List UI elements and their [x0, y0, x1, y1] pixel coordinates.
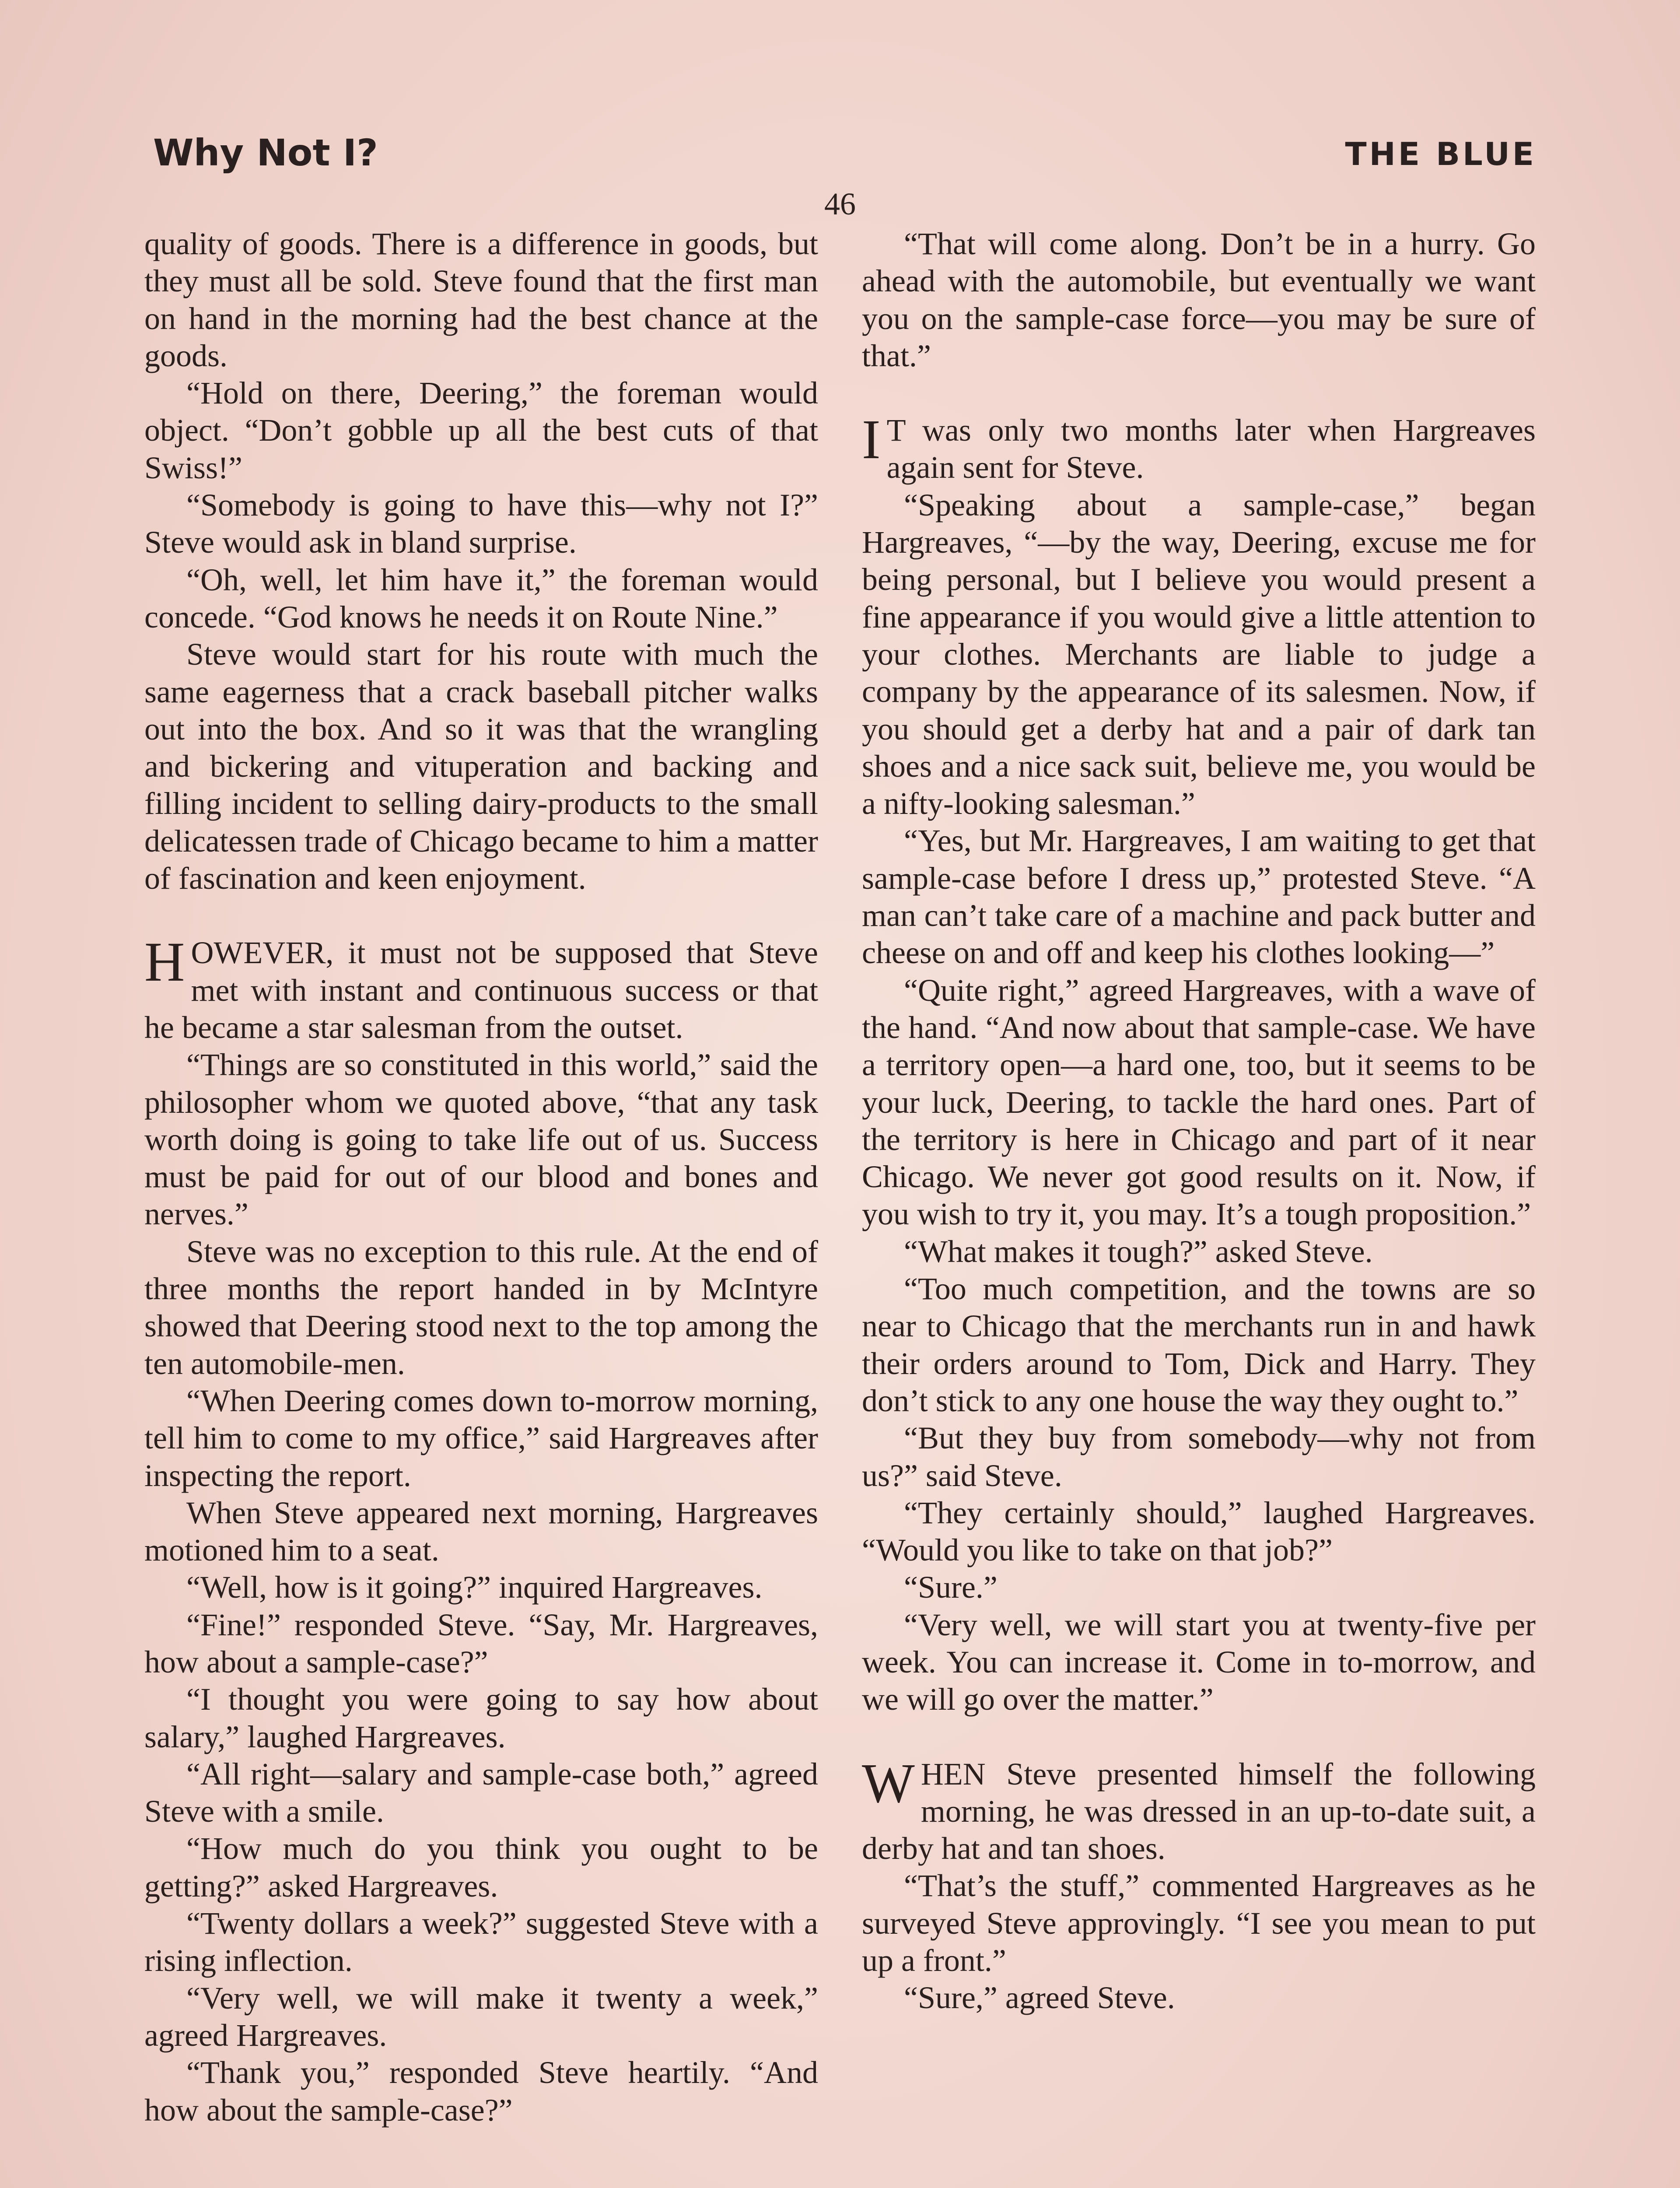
- paragraph: “When Deering comes down to-morrow morning, tell him to come to my office,” said Hargreaves after inspecting the report.: [144, 1383, 818, 1493]
- drop-cap: H: [144, 931, 185, 993]
- paragraph: “Very well, we will start you at twenty-five per week. You can increase it. Come in to-morrow, and we will go over the matter.”: [862, 1607, 1536, 1717]
- paragraph: When Steve appeared next morning, Hargreaves motioned him to a seat.: [144, 1495, 818, 1568]
- paragraph: “Too much competition, and the towns are so near to Chicago that the merchants run in and hawk their orders around to Tom, Dick and Harry. They don’t stick to any one house the way they ought to.”: [862, 1271, 1536, 1418]
- paragraph: “What makes it tough?” asked Steve.: [904, 1234, 1373, 1269]
- paragraph: Steve was no exception to this rule. At the end of three months the report handed in by McIntyre showed that Deering stood next to the top among the ten automobile-men.: [144, 1234, 818, 1381]
- story-title: Why Not I?: [153, 131, 378, 174]
- paragraph: “Things are so constituted in this world,” said the philosopher whom we quoted above, “that any task worth doing is going to take life out of us. Success must be paid for out of our blood and bones and nerves.”: [144, 1047, 818, 1232]
- paragraph: “They certainly should,” laughed Hargreaves. “Would you like to take on that job?”: [862, 1495, 1536, 1568]
- paragraph: “Sure.”: [904, 1570, 998, 1605]
- drop-cap: I: [862, 408, 881, 471]
- section-text: HEN Steve presented himself the following morning, he was dressed in an up-to-date suit, a derby hat and tan shoes.: [862, 1756, 1536, 1866]
- paragraph: “Well, how is it going?” inquired Hargreaves.: [186, 1570, 763, 1605]
- paragraph: “That’s the stuff,” commented Hargreaves as he surveyed Steve approvingly. “I see you mean to put up a front.”: [862, 1868, 1536, 1978]
- section-text: T was only two months later when Hargreaves again sent for Steve.: [886, 413, 1536, 485]
- right-column: [862, 225, 1536, 2017]
- running-header: [153, 131, 1536, 188]
- section-paragraph: [862, 408, 1536, 487]
- paragraph: “How much do you think you ought to be getting?” asked Hargreaves.: [144, 1831, 818, 1904]
- page-number: 46: [824, 186, 856, 221]
- paragraph: “Twenty dollars a week?” suggested Steve with a rising inflection.: [144, 1906, 818, 1978]
- paragraph: “Fine!” responded Steve. “Say, Mr. Hargreaves, how about a sample-case?”: [144, 1607, 818, 1680]
- paragraph: “Somebody is going to have this—why not I?” Steve would ask in bland surprise.: [144, 487, 818, 560]
- paragraph: “Yes, but Mr. Hargreaves, I am waiting to get that sample-case before I dress up,” protested Steve. “A man can’t take care of a machine and pack butter and cheese on and off and keep his clothes looking—”: [862, 823, 1536, 971]
- section-text: OWEVER, it must not be supposed that Steve met with instant and continuous success or that he became a star salesman from the outset.: [144, 935, 818, 1045]
- magazine-name: THE BLUE: [1345, 136, 1536, 172]
- paragraph: “Quite right,” agreed Hargreaves, with a wave of the hand. “And now about that sample-case. We have a territory open—a hard one, too, but it seems to be your luck, Deering, to tackle the hard ones. Part of the territory is here in Chicago and part of it near Chicago. We never got good results on it. Now, if you wish to try it, you may. It’s a tough proposition.”: [862, 972, 1536, 1232]
- paragraph: “That will come along. Don’t be in a hurry. Go ahead with the automobile, but eventually we want you on the sample-case force—you may be sure of that.”: [862, 226, 1536, 373]
- paragraph: “Very well, we will make it twenty a week,” agreed Hargreaves.: [144, 1980, 818, 2053]
- paragraph: Steve would start for his route with much the same eagerness that a crack baseball pitcher walks out into the box. And so it was that the wrangling and bickering and vituperation and backing and filling incident to selling dairy-products to the small delicatessen trade of Chicago became to him a matter of fascination and keen enjoyment.: [144, 637, 818, 896]
- section-paragraph: [862, 1752, 1536, 1868]
- drop-cap: W: [862, 1752, 915, 1814]
- left-column: [144, 225, 818, 2129]
- paragraph: “All right—salary and sample-case both,” agreed Steve with a smile.: [144, 1756, 818, 1829]
- paragraph: quality of goods. There is a difference in goods, but they must all be sold. Steve found that the first man on hand in the morning had the best chance at the goods.: [144, 226, 818, 373]
- paragraph: “I thought you were going to say how about salary,” laughed Hargreaves.: [144, 1682, 818, 1754]
- paragraph: “Sure,” agreed Steve.: [904, 1980, 1175, 2016]
- paragraph: “But they buy from somebody—why not from us?” said Steve.: [862, 1420, 1536, 1493]
- paragraph: “Speaking about a sample-case,” began Hargreaves, “—by the way, Deering, excuse me for being personal, but I believe you would present a fine appearance if you would give a little attention to your clothes. Merchants are liable to judge a company by the appearance of its salesmen. Now, if you should get a derby hat and a pair of dark tan shoes and a nice sack suit, believe me, you would be a nifty-looking salesman.”: [862, 487, 1536, 821]
- paragraph: “Oh, well, let him have it,” the foreman would concede. “God knows he needs it on Route Nine.”: [144, 562, 818, 635]
- section-paragraph: [144, 931, 818, 1046]
- paragraph: “Hold on there, Deering,” the foreman would object. “Don’t gobble up all the best cuts of that Swiss!”: [144, 375, 818, 485]
- paragraph: “Thank you,” responded Steve heartily. “And how about the sample-case?”: [144, 2055, 818, 2128]
